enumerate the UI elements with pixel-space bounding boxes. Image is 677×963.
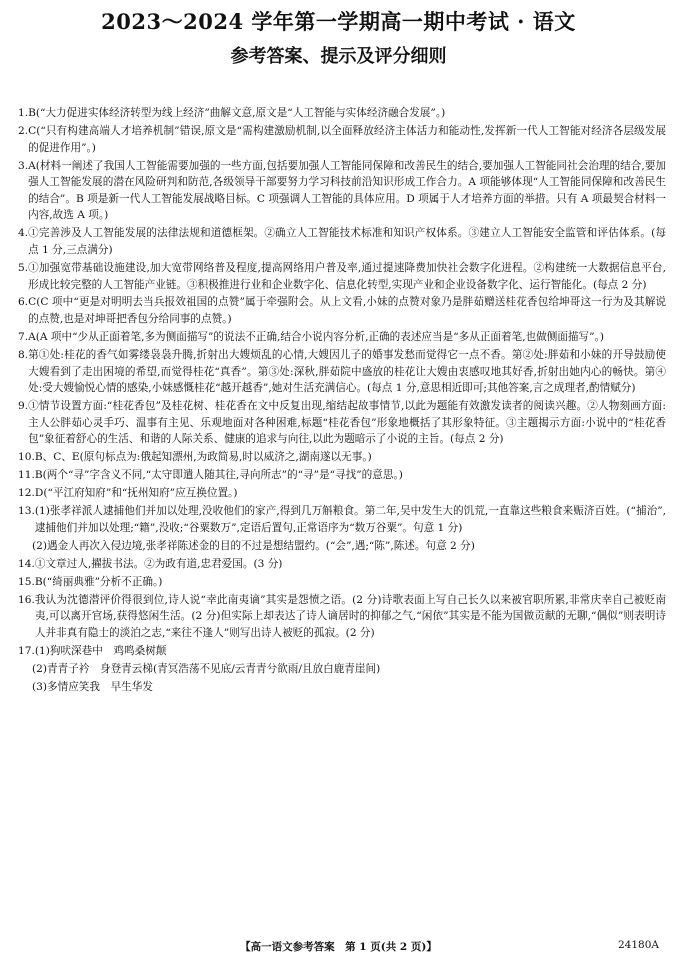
answer-item-3 (18, 158, 666, 224)
answer-item-13 (18, 503, 666, 536)
answer-number: 2. (18, 124, 29, 137)
answer-text: A(材料一阐述了我国人工智能需要加强的一些方面,包括要加强人工智能同保障和改善民生的结合,要加强人工智能同社会治理的结合,要加强人工智能发展的潜在风险研判和防范,各级领导干部要努力学习科技前沿知识形成工作合力。A 项能够体现“人工智能同保障和改善民生的结合”。B 项是新一代人工智能发展战略目标。C 项强调人工智能的具体应用。D 项属于人才培养方面的举措。只有 A 项最契合材料一内容,故选 A 项。) (28, 159, 666, 222)
answer-number: 3. (18, 159, 29, 172)
answer-item-1 (18, 105, 666, 122)
answer-text: ①加强宽带基础设施建设,加大宽带网络普及程度,提高网络用户普及率,通过提速降费加快社会数字化进程。②构建统一大数据信息平台,形成比较完整的人工智能产业链。③积极推进行业和企业数字化、信息化转型,实现产业和企业设备数字化、运行智能化。(每点 2 分) (28, 261, 666, 291)
footer-page-info: 【高一语文参考答案 第 1 页(共 2 页)】 (240, 941, 437, 953)
answer-number: 14. (18, 557, 35, 570)
page-title: 2023～2024 学年第一学期高一期中考试 · 语文 (101, 9, 576, 34)
answer-item-11 (18, 467, 666, 484)
answer-number: 5. (18, 261, 29, 274)
answer-number: 17. (18, 645, 35, 658)
answer-text: 第①处:桂花的香气如雾缕袅袅升腾,折射出大嫂烦乱的心情,大嫂因儿子的婚事发愁而觉得它一点不香。第②处:胖茹和小妹的开导鼓励使大嫂看到了走出困境的希望,而觉得桂花“真香”。第③处:深秋,胖茹院中盛放的桂花让大嫂由衷感叹地其好香,折射出她内心的畅快。第④处:受大嫂愉悦心情的感染,小妹感慨桂花“越开越香”,她对生活充满信心。(每点 1 分,意思相近即可;其他答案,言之成理者,酌情赋分) (28, 349, 666, 395)
answer-number: 6. (18, 296, 29, 309)
answer-item-17 (18, 643, 666, 660)
answer-item-10 (18, 449, 666, 466)
answer-number: 16. (18, 593, 35, 606)
page-subtitle: 参考答案、提示及评分细则 (230, 46, 447, 67)
answer-text: ①情节设置方面:“桂花香包”及桂花树、桂花香在文中反复出现,缩结起故事情节,以此为题能有效激发读者的阅读兴趣。②人物刻画方面:主人公胖茹心灵手巧、温事有主见、乐观地面对各种困难,标题“桂花香包”形象地概括了其形象特征。③主题揭示方面:小说中的“桂花香包”象征着舒心的生活、和谐的人际关系、健康的追求与向往,以此为题暗示了小说的主旨。(每点 2 分) (28, 400, 666, 446)
answer-text: B(“绮丽典雅”分析不正确。) (34, 575, 163, 588)
answer-text: C(“只有构建高端人才培养机制”错误,原文是“需构建激励机制,以全面释放经济主体活力和能动性,发挥新一代人工智能对经济各层级发展的促进作用”。) (28, 124, 666, 154)
answer-subitem (18, 538, 666, 555)
answer-item-8 (18, 347, 666, 397)
answer-item-7 (18, 329, 666, 346)
answer-item-2 (18, 123, 666, 156)
answer-number: 12. (18, 487, 35, 500)
answer-list (18, 105, 666, 697)
answer-item-6 (18, 294, 666, 327)
answer-text: (2)青青子衿 身登青云梯(青冥浩荡不见底/云青青兮欲雨/且放白鹿青崖间) (32, 663, 381, 676)
answer-text: 我认为沈德潜评价得很到位,诗人说“幸此南夷谪”其实是怨愤之语。(2 分)诗歌表面上写自己长久以来被官职所累,非常庆幸自己被贬南夷,可以离开官场,获得悠闲生活。(2 分)但实际上却表达了诗人谪居时的抑郁之气,“闲依”其实是不能为国做贡献的无聊,“偶似”则表明诗人并非真有隐士的淡泊之志,“来往不逢人”则写出诗人被贬的孤寂。(2 分) (34, 593, 666, 640)
answer-item-16 (18, 592, 666, 642)
answer-item-12 (18, 485, 666, 502)
answer-subitem (18, 661, 666, 678)
answer-text: (1)狗吠深巷中 鸡鸣桑树颠 (34, 645, 167, 658)
answer-number: 9. (18, 400, 29, 413)
answer-text: (1)张孝祥派人逮捕他们并加以处理,没收他们的家产,得到几万斛粮食。第二年,吴中发生大的饥荒,一直靠这些粮食来赈济百姓。(“捕治”,逮捕他们并加以处理;“籍”,没收;“谷粟数万”,定语后置句,正常语序为“数万谷粟”。句意 1 分) (34, 505, 666, 534)
footer-code: 24180A (618, 939, 659, 951)
answer-item-4 (18, 225, 666, 258)
answer-number: 15. (18, 575, 35, 588)
answer-text: B(两个“寻”字含义不同,“太守即遣人随其往,寻向所志”的“寻”是“寻找”的意思。) (34, 469, 403, 482)
answer-number: 4. (18, 227, 29, 240)
answer-number: 13. (18, 505, 35, 518)
answer-number: 10. (18, 451, 35, 464)
answer-text: C(C 项中“更是对明明去当兵报效祖国的点赞”属于牵强附会。从上文看,小妹的点赞对象乃是胖茹赠送桂花香包给坤哥这一行为及其解说的点赞,也是对坤哥把香包分给同事的点赞。) (28, 296, 666, 326)
answer-item-9 (18, 398, 666, 448)
answer-number: 1. (18, 107, 29, 119)
answer-text: B、C、E(原句标点为:俄起知漂州,为政简易,时以威济之,湖南遂以无事。) (34, 451, 372, 464)
answer-number: 8. (18, 349, 29, 362)
answer-text: (3)多情应笑我 早生华发 (32, 681, 153, 694)
answer-item-5 (18, 260, 666, 293)
answer-text: D(“平江府知府”和“抚州知府”应互换位置。) (34, 487, 238, 500)
answer-text: (2)遇金人再次入侵边境,张孝祥陈述金的目的不过是想结盟约。(“会”,遇;“陈”,陈述。句意 2 分) (32, 539, 475, 552)
answer-text: A(A 项中“少从正面着笔,多为侧面描写”的说法不正确,结合小说内容分析,正确的表述应当是“多从正面着笔,也做侧面描写”。) (28, 331, 604, 344)
answer-item-14 (18, 556, 666, 573)
answer-number: 7. (18, 331, 29, 344)
answer-text: B(“大力促进实体经济转型为线上经济”曲解文意,原文是“人工智能与实体经济融合发展”。) (28, 107, 446, 119)
answer-item-15 (18, 574, 666, 591)
answer-number: 11. (18, 469, 35, 482)
answer-text: ①文章过人,擢拔书法。②为政有道,忠君爱国。(3 分) (34, 557, 283, 570)
answer-text: ①完善涉及人工智能发展的法律法规和道德框架。②确立人工智能技术标准和知识产权体系。③建立人工智能安全监管和评估体系。(每点 1 分,三点满分) (28, 227, 666, 256)
answer-subitem (18, 679, 666, 696)
